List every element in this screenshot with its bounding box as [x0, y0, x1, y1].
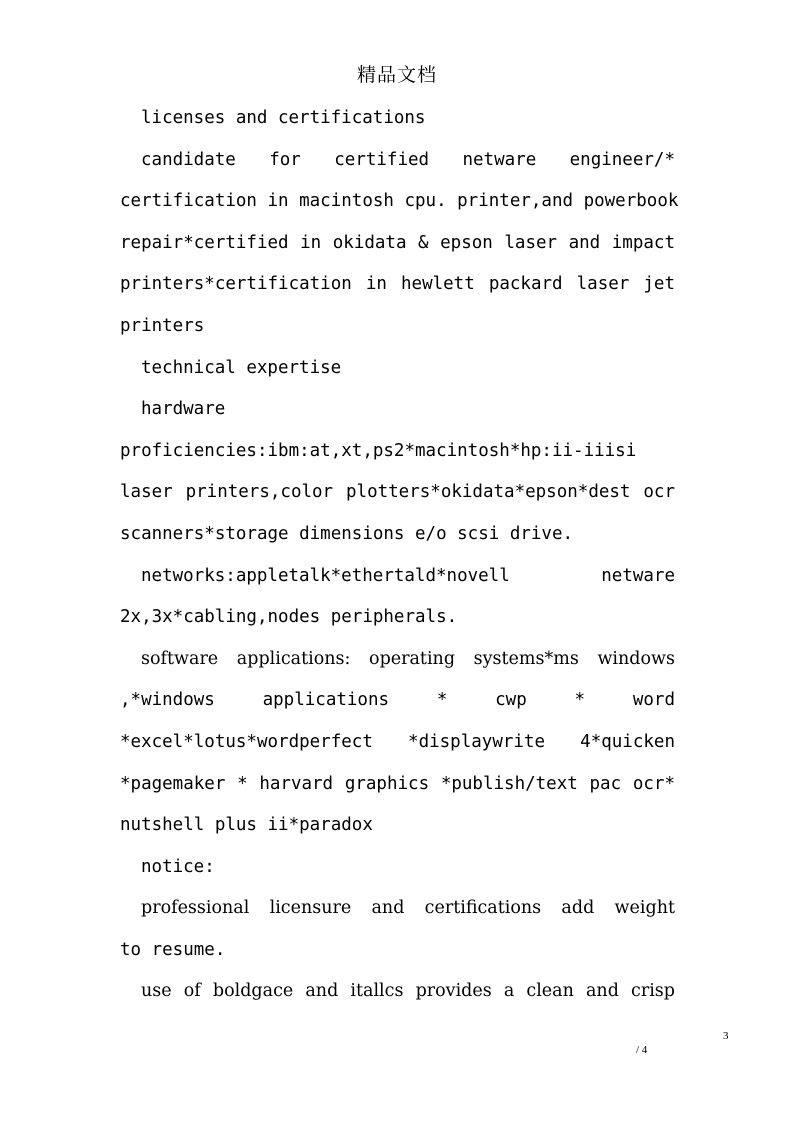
paragraph-line: networks:appletalk*ethertald*novell netware	[141, 565, 675, 586]
paragraph-line: software applications: operating systems*ms windows	[141, 648, 675, 669]
paragraph-line: licenses and certifications	[141, 108, 426, 128]
paragraph-line: *excel*lotus*wordperfect *displaywrite 4*quicken	[120, 731, 675, 752]
paragraph-line: hardware	[141, 399, 226, 420]
paragraph-line: scanners*storage dimensions e/o scsi drive.	[120, 523, 574, 544]
paragraph-line: 2x,3x*cabling,nodes peripherals.	[120, 607, 458, 628]
document-body	[120, 98, 679, 1013]
paragraph-line: laser printers,color plotters*okidata*epson*dest ocr	[120, 482, 675, 503]
paragraph-line: repair*certified in okidata & epson laser and impact	[120, 232, 675, 253]
paragraph-line: printers*certification in hewlett packard laser jet	[120, 274, 675, 295]
paragraph-line: to resume.	[120, 939, 226, 960]
page-total: / 4	[636, 1044, 648, 1056]
paragraph-line: use of boldgace and itallcs provides a clean and crisp	[141, 981, 675, 1002]
document-header-title: 精品文档	[356, 64, 437, 86]
page-number: 3	[723, 1030, 729, 1042]
paragraph-line: candidate for certified netware engineer/*	[141, 149, 675, 170]
paragraph-line: proficiencies:ibm:at,xt,ps2*macintosh*hp:ii-iiisi	[120, 440, 637, 461]
section-heading: technical expertise	[141, 357, 342, 378]
paragraph-line: *pagemaker * harvard graphics *publish/text pac ocr*	[120, 773, 675, 794]
paragraph-line: certification in macintosh cpu. printer,and powerbook	[120, 191, 679, 212]
paragraph-line: nutshell plus ii*paradox	[120, 815, 373, 836]
paragraph-line: ,*windows applications * cwp * word	[120, 690, 675, 711]
paragraph-line: professional licensure and certifications add weight	[141, 898, 675, 919]
paragraph-line: printers	[120, 315, 205, 336]
paragraph-line: notice:	[141, 856, 215, 877]
